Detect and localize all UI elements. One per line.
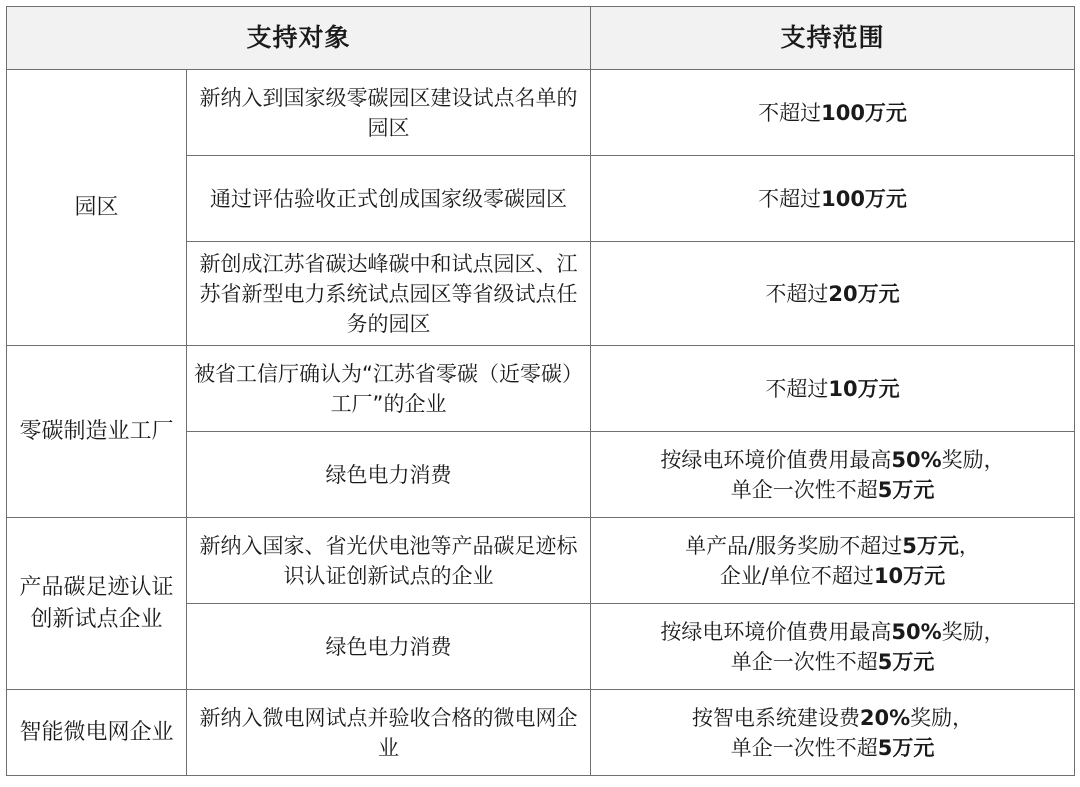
scope-cell xyxy=(591,242,1075,346)
table-header-row xyxy=(7,7,1075,70)
support-policy-table xyxy=(6,6,1075,776)
object-cell: 通过评估验收正式创成国家级零碳园区 xyxy=(187,156,591,242)
scope-amount: 20万元 xyxy=(828,281,900,306)
scope-line-2 xyxy=(597,561,1068,591)
scope-text: 奖励， xyxy=(910,705,974,730)
scope-text: 按绿电环境价值费用最高 xyxy=(660,447,892,472)
scope-amount: 5万元 xyxy=(877,649,935,674)
table-row xyxy=(7,690,1075,776)
scope-text: 不超过 xyxy=(765,376,829,401)
scope-line-1 xyxy=(597,617,1068,647)
scope-cell xyxy=(591,432,1075,518)
object-cell: 绿色电力消费 xyxy=(187,604,591,690)
scope-text: 单企一次性不超 xyxy=(730,649,878,674)
scope-amount: 50% xyxy=(891,619,942,644)
scope-cell xyxy=(591,604,1075,690)
scope-cell xyxy=(591,70,1075,156)
scope-text: 不超过 xyxy=(765,281,829,306)
scope-text: 单产品/服务奖励不超过 xyxy=(685,533,903,558)
table-row xyxy=(7,346,1075,432)
scope-cell xyxy=(591,690,1075,776)
scope-line-2 xyxy=(597,475,1068,505)
scope-text: 奖励， xyxy=(941,619,1005,644)
scope-text: 不超过 xyxy=(758,100,822,125)
scope-cell xyxy=(591,346,1075,432)
group-label-microgrid: 智能微电网企业 xyxy=(7,690,187,776)
scope-amount: 20% xyxy=(859,705,911,730)
scope-text: 企业/单位不超过 xyxy=(719,563,874,588)
scope-cell xyxy=(591,156,1075,242)
scope-amount: 5万元 xyxy=(877,477,935,502)
scope-text: 奖励， xyxy=(941,447,1005,472)
scope-amount: 50% xyxy=(891,447,942,472)
scope-amount: 5万元 xyxy=(877,735,935,760)
scope-line-2 xyxy=(597,647,1068,677)
scope-amount: 100万元 xyxy=(821,186,907,211)
group-label-zero-carbon-factory: 零碳制造业工厂 xyxy=(7,346,187,518)
header-support-object: 支持对象 xyxy=(7,7,591,70)
scope-text: 按智电系统建设费 xyxy=(691,705,860,730)
scope-text: 单企一次性不超 xyxy=(730,735,878,760)
scope-text: ， xyxy=(958,533,980,558)
scope-text: 按绿电环境价值费用最高 xyxy=(660,619,892,644)
object-cell: 绿色电力消费 xyxy=(187,432,591,518)
object-cell: 新纳入到国家级零碳园区建设试点名单的园区 xyxy=(187,70,591,156)
object-cell: 新创成江苏省碳达峰碳中和试点园区、江苏省新型电力系统试点园区等省级试点任务的园区 xyxy=(187,242,591,346)
scope-amount: 5万元 xyxy=(902,533,959,558)
support-policy-table-container xyxy=(6,6,1074,776)
table-row xyxy=(7,70,1075,156)
scope-line-1 xyxy=(597,531,1068,561)
scope-amount: 10万元 xyxy=(828,376,900,401)
object-cell: 被省工信厅确认为“江苏省零碳（近零碳）工厂”的企业 xyxy=(187,346,591,432)
header-support-scope: 支持范围 xyxy=(591,7,1075,70)
scope-amount: 10万元 xyxy=(873,563,946,588)
group-label-carbon-footprint: 产品碳足迹认证创新试点企业 xyxy=(7,518,187,690)
scope-text: 不超过 xyxy=(758,186,822,211)
table-row xyxy=(7,518,1075,604)
group-label-park: 园区 xyxy=(7,70,187,346)
scope-line-1 xyxy=(597,703,1068,733)
scope-text: 单企一次性不超 xyxy=(730,477,878,502)
object-cell: 新纳入微电网试点并验收合格的微电网企业 xyxy=(187,690,591,776)
scope-line-1 xyxy=(597,445,1068,475)
object-cell: 新纳入国家、省光伏电池等产品碳足迹标识认证创新试点的企业 xyxy=(187,518,591,604)
scope-cell xyxy=(591,518,1075,604)
scope-line-2 xyxy=(597,733,1068,763)
scope-amount: 100万元 xyxy=(821,100,907,125)
